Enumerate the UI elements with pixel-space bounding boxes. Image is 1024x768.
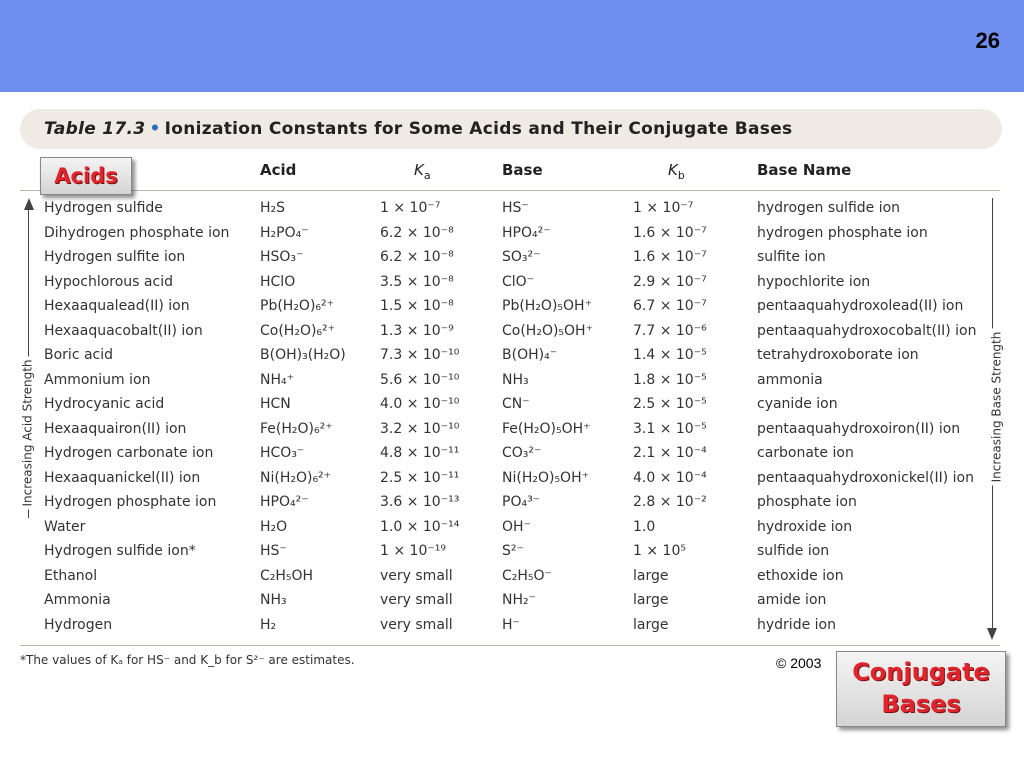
base-name-cell: hydroxide ion [757,518,853,535]
acid-formula-cell: H₂S [260,200,286,216]
ka-value-cell: very small [380,567,453,584]
kb-value-cell: 2.8 × 10⁻² [633,494,707,510]
ka-value-cell: 3.2 × 10⁻¹⁰ [380,420,460,437]
acid-formula-cell: HPO₄²⁻ [260,494,309,510]
kb-value-cell: 2.5 × 10⁻⁵ [633,396,707,412]
base-formula-cell: NH₃ [502,371,529,388]
kb-value-cell: 4.0 × 10⁻⁴ [633,469,707,486]
header-base: Base [502,161,543,179]
acid-formula-cell: H₂PO₄⁻ [260,224,309,241]
ka-value-cell: 3.5 × 10⁻⁸ [380,273,454,290]
acid-formula-cell: HS⁻ [260,543,287,559]
base-name-cell: pentaaquahydroxonickel(II) ion [757,469,974,486]
base-name-cell: ammonia [757,371,823,388]
base-name-cell: sulfide ion [757,543,830,559]
acid-formula-cell: H₂O [260,518,288,535]
arrow-up-icon [24,198,34,210]
header-bar [0,0,1024,92]
acid-name-cell: Hydrogen sulfide [44,200,163,216]
kb-value-cell: 2.9 × 10⁻⁷ [633,273,707,290]
base-name-cell: hydrogen sulfide ion [757,200,901,216]
kb-value-cell: 1.8 × 10⁻⁵ [633,371,707,388]
acid-name-cell: Hydrogen sulfite ion [44,249,186,265]
base-name-cell: pentaaquahydroxoiron(II) ion [757,420,961,437]
slide-number: 26 [975,28,1000,53]
kb-value-cell: 3.1 × 10⁻⁵ [633,420,707,437]
ka-value-cell: very small [380,592,453,608]
kb-value-cell: 7.7 × 10⁻⁶ [633,322,707,339]
ka-value-cell: 1 × 10⁻¹⁹ [380,543,446,559]
kb-value-cell: 1.0 [633,518,656,535]
acid-formula-cell: Pb(H₂O)₆²⁺ [260,298,335,314]
ka-value-cell: 6.2 × 10⁻⁸ [380,224,454,241]
kb-value-cell: large [633,616,669,633]
base-name-cell: carbonate ion [757,445,854,461]
acid-name-cell: Ammonium ion [44,371,151,388]
acid-name-cell: Ethanol [44,567,98,584]
acid-formula-cell: HSO₃⁻ [260,249,304,265]
kb-value-cell: 6.7 × 10⁻⁷ [633,298,707,314]
acid-name-cell: Water [44,518,86,535]
acid-formula-cell: HCN [260,396,291,412]
base-name-cell: tetrahydroxoborate ion [757,347,919,363]
acid-formula-cell: HClO [260,273,296,290]
ka-value-cell: 5.6 × 10⁻¹⁰ [380,371,460,388]
base-name-cell: pentaaquahydroxolead(II) ion [757,298,964,314]
base-name-cell: hydride ion [757,616,836,633]
ka-value-cell: very small [380,616,453,633]
base-formula-cell: HS⁻ [502,200,529,216]
ka-value-cell: 1.0 × 10⁻¹⁴ [380,518,460,535]
acid-name-cell: Hexaaquairon(II) ion [44,420,187,437]
ka-value-cell: 3.6 × 10⁻¹³ [380,494,460,510]
acid-formula-cell: H₂ [260,616,277,633]
base-formula-cell: H⁻ [502,616,520,633]
acid-formula-cell: B(OH)₃(H₂O) [260,347,346,363]
ka-value-cell: 7.3 × 10⁻¹⁰ [380,347,460,363]
base-formula-cell: NH₂⁻ [502,592,537,608]
acid-name-cell: Hydrogen [44,616,113,633]
header-ka: $K_a$ [414,161,431,182]
base-formula-cell: Pb(H₂O)₅OH⁺ [502,298,592,314]
ka-value-cell: 1.3 × 10⁻⁹ [380,322,454,339]
acid-formula-cell: Ni(H₂O)₆²⁺ [260,469,332,486]
base-formula-cell: ClO⁻ [502,273,535,290]
base-formula-cell: Co(H₂O)₅OH⁺ [502,322,593,339]
kb-value-cell: 2.1 × 10⁻⁴ [633,445,707,461]
acid-formula-cell: Fe(H₂O)₆²⁺ [260,420,333,437]
acid-name-cell: Hydrocyanic acid [44,396,165,412]
acid-name-cell: Hydrogen sulfide ion* [44,543,196,559]
base-name-cell: ethoxide ion [757,567,844,584]
table-title [44,119,792,139]
copyright-notice: © 2003 [776,655,822,671]
ka-value-cell: 1 × 10⁻⁷ [380,200,441,216]
acid-formula-cell: NH₃ [260,592,287,608]
ka-value-cell: 2.5 × 10⁻¹¹ [380,469,460,486]
table-top-rule [20,190,1000,191]
table-bottom-rule [20,645,1000,646]
kb-value-cell: 1.6 × 10⁻⁷ [633,249,707,265]
base-formula-cell: C₂H₅O⁻ [502,567,552,584]
conjugate-bases-callout: Conjugate Bases [836,651,1006,727]
base-formula-cell: OH⁻ [502,518,531,535]
kb-value-cell: 1.6 × 10⁻⁷ [633,224,707,241]
base-formula-cell: S²⁻ [502,543,524,559]
acid-name-cell: Hydrogen phosphate ion [44,494,217,510]
acid-formula-cell: Co(H₂O)₆²⁺ [260,322,336,339]
base-name-cell: sulfite ion [757,249,826,265]
ka-value-cell: 1.5 × 10⁻⁸ [380,298,454,314]
acid-name-cell: Hexaaqualead(II) ion [44,298,190,314]
kb-value-cell: large [633,567,669,584]
base-name-cell: cyanide ion [757,396,838,412]
acid-name-cell: Dihydrogen phosphate ion [44,224,230,241]
header-base-name: Base Name [757,161,852,179]
table-title-text: Ionization Constants for Some Acids and Their Conjugate Bases [164,119,793,139]
acid-name-cell: Hexaaquacobalt(II) ion [44,322,203,339]
base-formula-cell: B(OH)₄⁻ [502,347,558,363]
base-formula-cell: Fe(H₂O)₅OH⁺ [502,420,591,437]
ka-value-cell: 4.0 × 10⁻¹⁰ [380,396,460,412]
kb-value-cell: 1 × 10⁵ [633,543,686,559]
kb-value-cell: 1.4 × 10⁻⁵ [633,347,707,363]
table-number: Table 17.3 [44,119,146,139]
ka-value-cell: 4.8 × 10⁻¹¹ [380,445,460,461]
base-name-cell: hydrogen phosphate ion [757,224,928,241]
acid-name-cell: Boric acid [44,347,114,363]
base-formula-cell: HPO₄²⁻ [502,224,551,241]
base-formula-cell: SO₃²⁻ [502,249,541,265]
ka-value-cell: 6.2 × 10⁻⁸ [380,249,454,265]
bullet-icon: • [149,119,161,139]
base-name-cell: amide ion [757,592,827,608]
acid-name-cell: Hypochlorous acid [44,273,173,290]
acid-name-cell: Ammonia [44,592,111,608]
acid-name-cell: Hexaaquanickel(II) ion [44,469,201,486]
acid-strength-label: Increasing Acid Strength [21,356,35,509]
acid-formula-cell: HCO₃⁻ [260,445,305,461]
base-strength-label: Increasing Base Strength [989,329,1003,486]
kb-value-cell: 1 × 10⁻⁷ [633,200,694,216]
base-formula-cell: Ni(H₂O)₅OH⁺ [502,469,589,486]
base-name-cell: phosphate ion [757,494,857,510]
base-formula-cell: CN⁻ [502,396,530,412]
header-acid: Acid [260,161,297,179]
acid-formula-cell: NH₄⁺ [260,371,295,388]
base-name-cell: pentaaquahydroxocobalt(II) ion [757,322,977,339]
acids-callout: Acids [40,157,132,195]
base-formula-cell: PO₄³⁻ [502,494,541,510]
acid-name-cell: Hydrogen carbonate ion [44,445,214,461]
table-footnote: *The values of Kₐ for HS⁻ and K_b for S²⁻ are estimates. [20,653,355,667]
acid-formula-cell: C₂H₅OH [260,567,314,584]
arrow-down-icon [987,628,997,640]
base-name-cell: hypochlorite ion [757,273,871,290]
header-kb: $K_b$ [668,161,685,182]
base-formula-cell: CO₃²⁻ [502,445,542,461]
kb-value-cell: large [633,592,669,608]
